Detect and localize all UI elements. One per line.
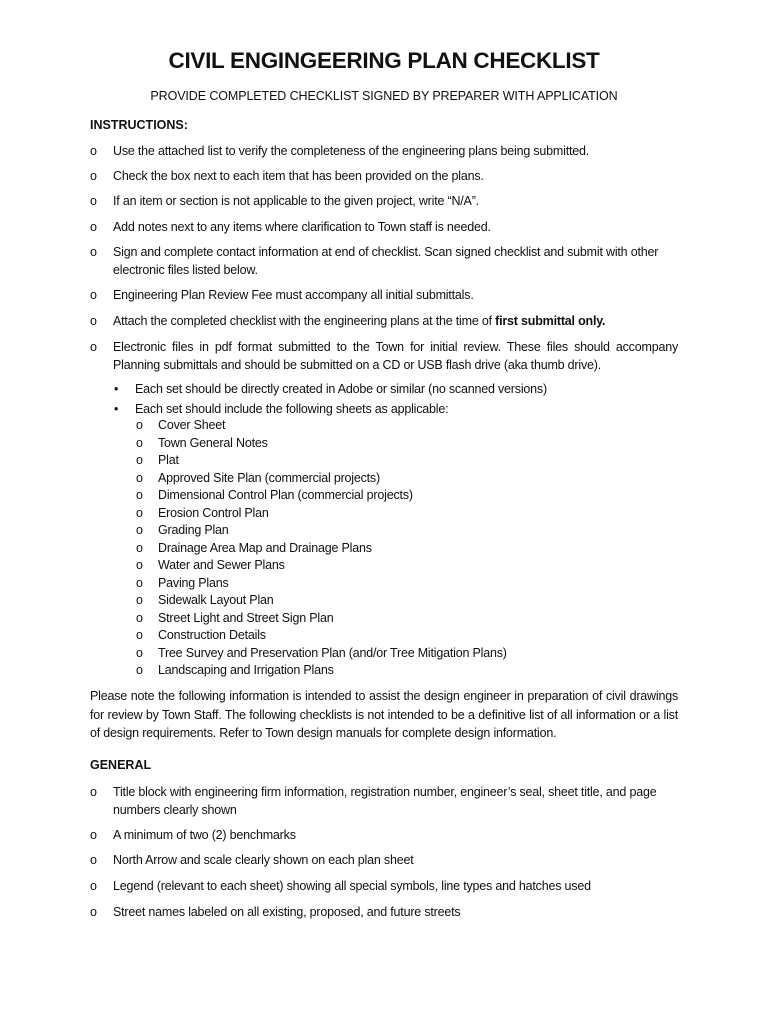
circle-bullet-icon: o: [90, 194, 97, 208]
instruction-item: [90, 142, 678, 160]
sheet-label: Town General Notes: [158, 435, 268, 450]
circle-bullet-icon: o: [136, 558, 143, 572]
sheet-item: [136, 435, 268, 453]
sheet-item: [136, 610, 333, 628]
sheet-item: [136, 505, 269, 523]
page-title: CIVIL ENGINGEERING PLAN CHECKLIST: [168, 48, 600, 73]
sheet-label: Sidewalk Layout Plan: [158, 593, 274, 607]
circle-bullet-icon: o: [90, 879, 97, 893]
instruction-text: Electronic files in pdf format submitted to the Town for initial review. These files should accompany Planning submittals and should be submitted on a CD or USB flash drive (aka thumb drive).: [113, 340, 678, 372]
circle-bullet-icon: o: [136, 435, 143, 450]
circle-bullet-icon: o: [136, 418, 143, 432]
instruction-item: [90, 167, 678, 185]
sheet-label: Street Light and Street Sign Plan: [158, 610, 334, 625]
sheet-item: [136, 522, 229, 540]
sheet-item: [136, 575, 229, 593]
sheet-label: Landscaping and Irrigation Plans: [158, 663, 334, 677]
general-item: [90, 851, 678, 869]
bullet-item: [114, 400, 674, 418]
instruction-text: Use the attached list to verify the completeness of the engineering plans being submitted.: [113, 144, 590, 158]
instruction-item: [90, 192, 678, 210]
sheet-item: [136, 470, 380, 488]
bullet-icon: •: [114, 402, 119, 416]
instruction-item: [90, 218, 678, 236]
sheet-label: Construction Details: [158, 628, 266, 642]
sheet-label: Dimensional Control Plan (commercial projects): [158, 488, 413, 502]
circle-bullet-icon: o: [90, 340, 97, 354]
sheet-label: Erosion Control Plan: [158, 505, 269, 520]
bullet-item: [114, 380, 674, 398]
circle-bullet-icon: o: [90, 905, 97, 919]
instruction-text: [113, 312, 678, 330]
circle-bullet-icon: o: [136, 575, 143, 590]
sheet-item: [136, 417, 225, 435]
instruction-text: Sign and complete contact information at end of checklist. Scan signed checklist and submit with other electronic files listed below.: [113, 245, 659, 277]
circle-bullet-icon: o: [136, 505, 143, 520]
sheet-item: [136, 627, 266, 645]
instruction-text: Engineering Plan Review Fee must accompany all initial submittals.: [113, 288, 474, 302]
sheet-label: Water and Sewer Plans: [158, 558, 285, 572]
sheet-item: [136, 540, 372, 558]
instruction-text: Add notes next to any items where clarification to Town staff is needed.: [113, 220, 491, 234]
general-item: [90, 903, 678, 921]
sheet-item: [136, 645, 507, 663]
circle-bullet-icon: o: [90, 314, 97, 328]
general-item: [90, 783, 678, 819]
circle-bullet-icon: o: [136, 628, 143, 642]
sheet-label: Grading Plan: [158, 523, 229, 537]
circle-bullet-icon: o: [136, 453, 143, 467]
circle-bullet-icon: o: [90, 288, 97, 302]
circle-bullet-icon: o: [136, 488, 143, 502]
general-item: [90, 877, 678, 895]
sheet-item: [136, 487, 413, 505]
circle-bullet-icon: o: [136, 523, 143, 537]
circle-bullet-icon: o: [136, 540, 143, 555]
instruction-item: [90, 243, 678, 279]
sheet-label: Tree Survey and Preservation Plan (and/or Tree Mitigation Plans): [158, 645, 507, 660]
circle-bullet-icon: o: [90, 785, 97, 799]
sheet-item: [136, 592, 274, 610]
bullet-icon: •: [114, 382, 119, 396]
sheet-label: Approved Site Plan (commercial projects): [158, 470, 380, 485]
circle-bullet-icon: o: [90, 853, 97, 867]
instruction-item-electronic: [90, 338, 678, 374]
page-subtitle: PROVIDE COMPLETED CHECKLIST SIGNED BY PREPARER WITH APPLICATION: [150, 89, 618, 103]
general-heading: GENERAL: [90, 758, 152, 772]
bullet-text: Each set should include the following sheets as applicable:: [135, 402, 449, 416]
circle-bullet-icon: o: [90, 245, 97, 259]
general-text: Title block with engineering firm information, registration number, engineer’s seal, sheet title, and page numbers clearly shown: [113, 785, 657, 817]
instruction-text: Check the box next to each item that has been provided on the plans.: [113, 169, 484, 183]
sheet-label: Paving Plans: [158, 575, 229, 590]
instructions-heading: INSTRUCTIONS:: [90, 118, 188, 132]
circle-bullet-icon: o: [136, 593, 143, 607]
sheet-label: Plat: [158, 453, 179, 467]
circle-bullet-icon: o: [136, 645, 143, 660]
general-item: [90, 826, 678, 844]
attach-emphasis: first submittal only.: [495, 314, 606, 328]
sheet-item: [136, 662, 334, 680]
sheet-item: [136, 452, 179, 470]
general-text: A minimum of two (2) benchmarks: [113, 828, 296, 842]
circle-bullet-icon: o: [90, 144, 97, 158]
circle-bullet-icon: o: [90, 220, 97, 234]
bullet-text: Each set should be directly created in Adobe or similar (no scanned versions): [135, 382, 547, 396]
sheet-label: Cover Sheet: [158, 418, 226, 432]
note-paragraph: Please note the following information is intended to assist the design engineer in preparation of civil drawings for review by Town Staff. The following checklists is not intended to be a definitive list of all information or a list of design requirements. Refer to Town design manuals for complete design information.: [90, 689, 678, 740]
circle-bullet-icon: o: [136, 610, 143, 625]
circle-bullet-icon: o: [136, 663, 143, 677]
circle-bullet-icon: o: [90, 169, 97, 183]
instruction-item-attach: [90, 312, 678, 330]
general-text: Street names labeled on all existing, proposed, and future streets: [113, 905, 461, 919]
circle-bullet-icon: o: [90, 828, 97, 842]
sheet-item: [136, 557, 285, 575]
attach-text: Attach the completed checklist with the engineering plans at the time of: [113, 314, 496, 328]
sheet-label: Drainage Area Map and Drainage Plans: [158, 540, 372, 555]
circle-bullet-icon: o: [136, 470, 143, 485]
general-text: Legend (relevant to each sheet) showing all special symbols, line types and hatches used: [113, 879, 591, 893]
instruction-item: [90, 286, 678, 304]
general-text: North Arrow and scale clearly shown on each plan sheet: [113, 853, 414, 867]
instruction-text: If an item or section is not applicable to the given project, write “N/A”.: [113, 194, 479, 208]
